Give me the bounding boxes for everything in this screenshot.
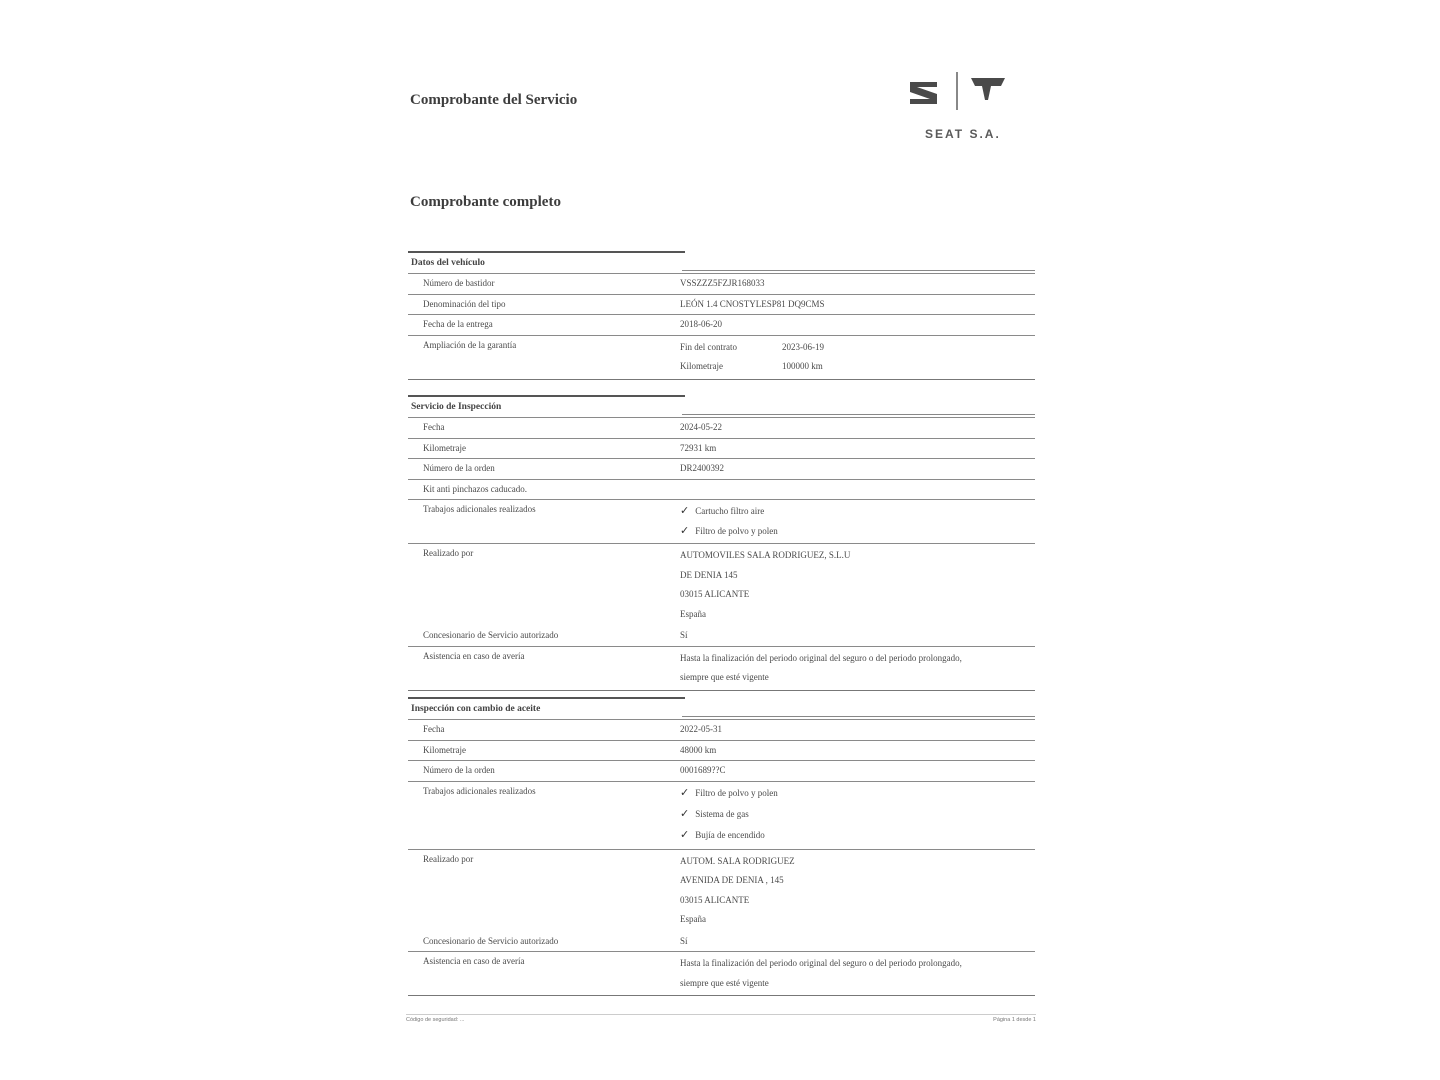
inspection-section-2	[408, 697, 1035, 996]
table-row: Trabajos adicionales realizados ✓ Filtro de polvo y polen ✓ Sistema de gas ✓ Bujía de encendido	[408, 781, 1035, 849]
section-heading: Datos del vehículo	[408, 251, 685, 273]
check-icon: ✓	[680, 827, 690, 841]
seat-logo-icon	[910, 82, 937, 104]
table-row: Asistencia en caso de avería Hasta la finalización del periodo original del seguro o del periodo prolongado, siempre que esté vigente	[408, 951, 1035, 995]
page-title: Comprobante del Servicio	[410, 92, 578, 108]
table-row: Realizado por AUTOMOVILES SALA RODRIGUEZ, S.L.U DE DENIA 145 03015 ALICANTE España	[408, 543, 1035, 626]
page-footer	[406, 1014, 1036, 1023]
check-icon: ✓	[680, 785, 690, 799]
section-heading: Inspección con cambio de aceite	[408, 697, 685, 719]
table-row: Kit anti pinchazos caducado.	[408, 479, 1035, 500]
table-row: Número de la orden DR2400392	[408, 458, 1035, 479]
table-row: Fecha 2024-05-22	[408, 417, 1035, 438]
table-row: Asistencia en caso de avería Hasta la finalización del periodo original del seguro o del periodo prolongado, siempre que esté vigente	[408, 646, 1035, 690]
table-row: Número de bastidor VSSZZZ5FZJR168033	[408, 273, 1035, 294]
cupra-logo-icon	[971, 78, 1005, 100]
table-row: Concesionario de Servicio autorizado Sí	[423, 630, 688, 640]
table-row: Número de la orden 0001689??C	[408, 760, 1035, 781]
page-number: Página 1 desde 1	[993, 1017, 1036, 1023]
table-row: Realizado por AUTOM. SALA RODRIGUEZ AVENIDA DE DENIA , 145 03015 ALICANTE España	[408, 849, 1035, 932]
section-heading: Servicio de Inspección	[408, 395, 685, 417]
check-icon: ✓	[680, 806, 690, 820]
vehicle-section	[408, 251, 1035, 380]
table-row: Fecha de la entrega 2018-06-20	[408, 314, 1035, 335]
table-row: Kilometraje 72931 km	[408, 438, 1035, 459]
table-row: Trabajos adicionales realizados ✓ Cartucho filtro aire ✓ Filtro de polvo y polen	[408, 499, 1035, 543]
table-row: Kilometraje 48000 km	[408, 740, 1035, 761]
check-icon: ✓	[680, 504, 690, 517]
check-icon: ✓	[680, 523, 690, 537]
table-row: Denominación del tipo LEÓN 1.4 CNOSTYLESP81 DQ9CMS	[408, 294, 1035, 315]
inspection-section-1	[408, 395, 1035, 691]
security-code: Código de seguridad: ...	[406, 1017, 465, 1023]
table-row: Ampliación de la garantía Fin del contrato 2023-06-19 Kilometraje 100000 km	[408, 335, 1035, 379]
brand-name: SEAT S.A.	[925, 127, 1001, 141]
table-row: Concesionario de Servicio autorizado Sí	[423, 935, 688, 946]
page-subtitle: Comprobante completo	[410, 194, 561, 210]
table-row: Fecha 2022-05-31	[408, 719, 1035, 740]
